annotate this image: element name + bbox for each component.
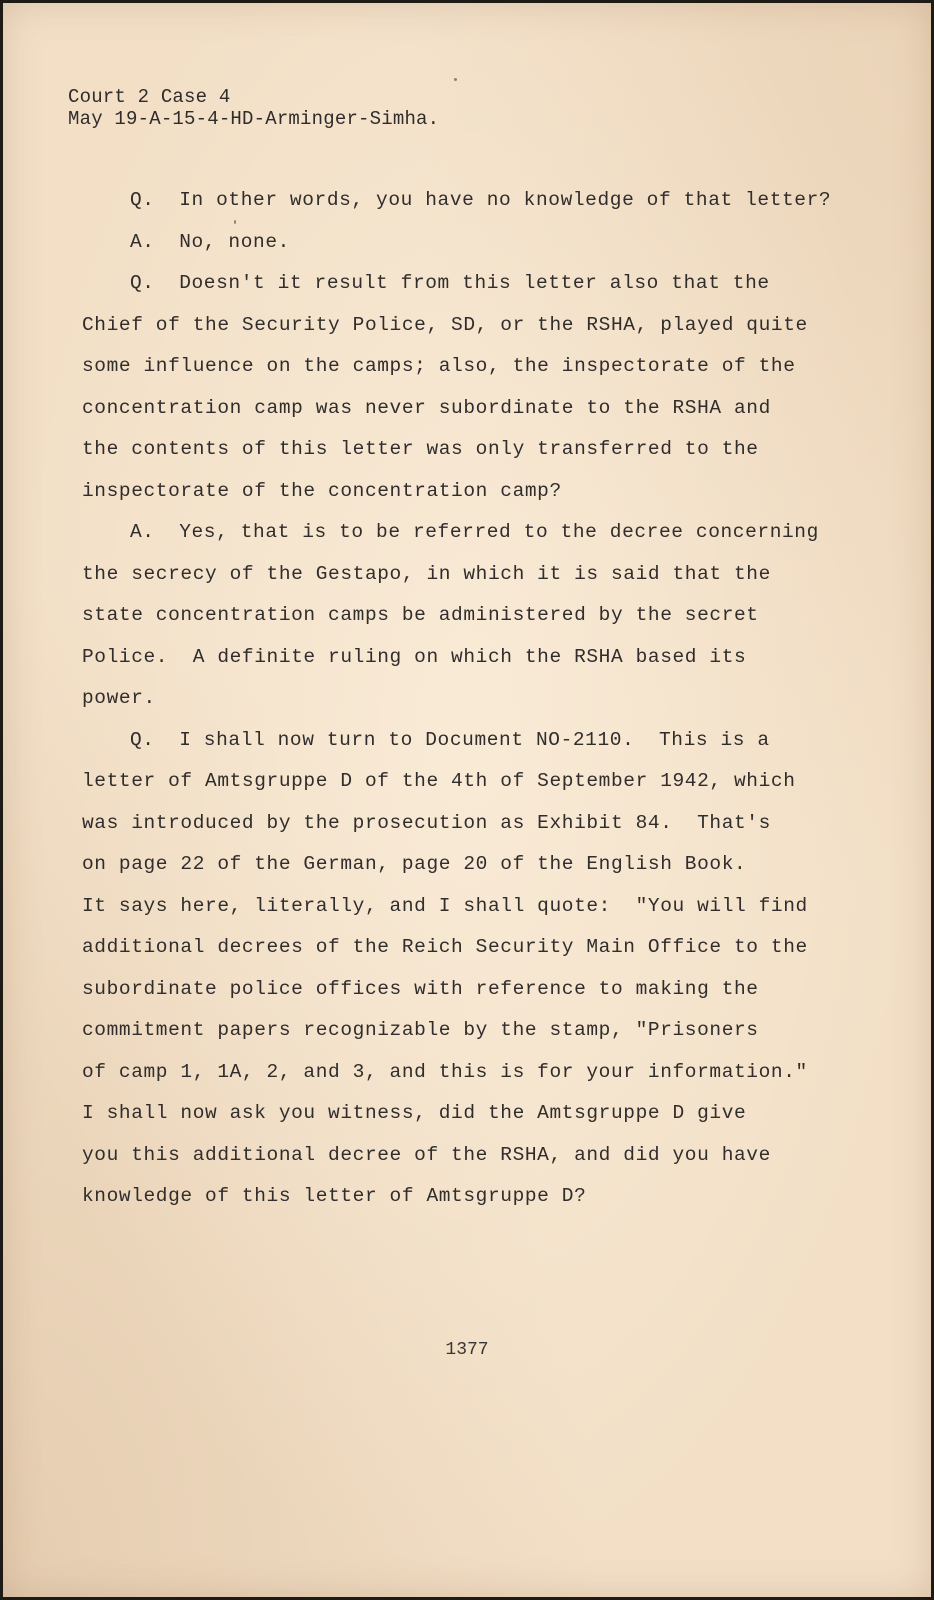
transcript-line: knowledge of this letter of Amtsgruppe D?	[82, 1185, 587, 1207]
transcript-line: Q. I shall now turn to Document NO-2110. This is a	[130, 728, 770, 751]
page-number: 1377	[445, 1340, 489, 1360]
transcript-line: inspectorate of the concentration camp?	[82, 479, 562, 502]
transcript-line: some influence on the camps; also, the inspectorate of the	[82, 355, 796, 377]
session-reference-line: May 19-A-15-4-HD-Arminger-Simha.	[68, 108, 440, 130]
transcript-line: Q. In other words, you have no knowledge of that letter?	[130, 189, 832, 211]
transcript-line: the contents of this letter was only transferred to the	[82, 438, 759, 460]
transcript-line: additional decrees of the Reich Security Main Office to the	[82, 936, 808, 958]
transcript-line: Q. Doesn't it result from this letter also that the	[130, 272, 770, 294]
transcript-line: subordinate police offices with reference to making the	[82, 977, 759, 1000]
transcript-line: you this additional decree of the RSHA, and did you have	[82, 1143, 771, 1166]
transcript-line: commitment papers recognizable by the stamp, "Prisoners	[82, 1019, 759, 1041]
transcript-line: state concentration camps be administered by the secret	[82, 604, 759, 626]
transcript-line: power.	[82, 687, 156, 709]
paper-speck	[234, 220, 236, 224]
transcript-line: Police. A definite ruling on which the RSHA based its	[82, 645, 747, 668]
transcript-line: on page 22 of the German, page 20 of the English Book.	[82, 853, 747, 875]
transcript-body	[82, 180, 842, 1218]
transcript-line: of camp 1, 1A, 2, and 3, and this is for your information."	[82, 1060, 808, 1083]
court-case-line: Court 2 Case 4	[68, 86, 231, 108]
transcript-line: concentration camp was never subordinate to the RSHA and	[82, 396, 771, 419]
transcript-line: I shall now ask you witness, did the Amtsgruppe D give	[82, 1102, 747, 1124]
transcript-line: It says here, literally, and I shall quote: "You will find	[82, 894, 808, 917]
transcript-line: letter of Amtsgruppe D of the 4th of September 1942, which	[82, 770, 796, 792]
transcript-line: A. Yes, that is to be referred to the decree concerning	[130, 521, 819, 543]
paper-speck	[454, 78, 457, 81]
transcript-line: the secrecy of the Gestapo, in which it is said that the	[82, 562, 771, 585]
transcript-line: A. No, none.	[130, 230, 290, 253]
transcript-line: Chief of the Security Police, SD, or the RSHA, played quite	[82, 313, 808, 336]
case-header	[68, 86, 439, 130]
transcript-line: was introduced by the prosecution as Exhibit 84. That's	[82, 811, 771, 834]
